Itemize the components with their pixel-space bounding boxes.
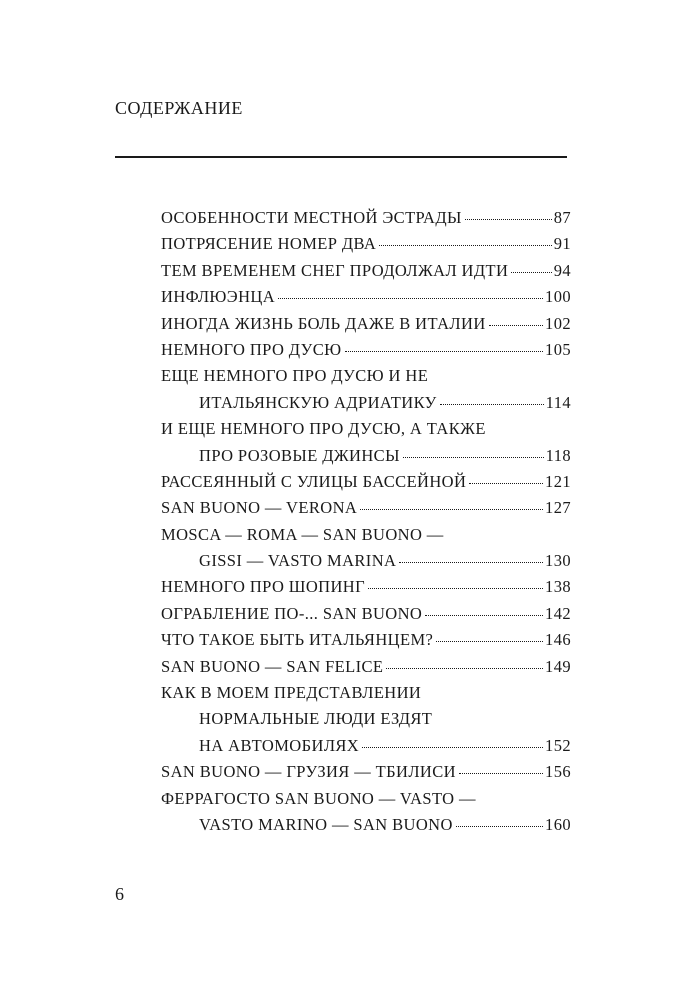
toc-dot-leader: [440, 404, 544, 405]
toc-entry-title: ЧТО ТАКОЕ БЫТЬ ИТАЛЬЯНЦЕМ?: [161, 630, 434, 650]
toc-dot-leader: [511, 272, 551, 273]
toc-entry-page: 127: [545, 498, 571, 518]
toc-entry-line: [161, 630, 571, 656]
toc-dot-leader: [386, 668, 543, 669]
toc-entry-page: 149: [545, 656, 571, 676]
toc-dot-leader: [425, 615, 543, 616]
toc-entry-page: 114: [545, 392, 571, 412]
toc-dot-leader: [459, 773, 543, 774]
toc-dot-leader: [456, 826, 543, 827]
toc-entry-title: ИНОГДА ЖИЗНЬ БОЛЬ ДАЖЕ В ИТАЛИИ: [161, 313, 486, 333]
toc-entry-title: ПОТРЯСЕНИЕ НОМЕР ДВА: [161, 234, 377, 254]
toc-entry-page: 130: [545, 551, 571, 571]
toc-entry-line: [161, 657, 571, 683]
toc-entry-page: 118: [545, 445, 571, 465]
toc-entry-title: ОГРАБЛЕНИЕ ПО-... SAN BUONO: [161, 603, 423, 623]
toc-entry-page: 152: [545, 735, 571, 755]
toc-entry-line: [161, 393, 571, 419]
toc-dot-leader: [278, 298, 543, 299]
table-of-contents: [161, 208, 571, 841]
toc-entry-page: 121: [545, 471, 571, 491]
toc-entry-page: 160: [545, 814, 571, 834]
toc-entry-title: ФЕРРАГОСТО SAN BUONO — VASTO —: [161, 788, 476, 808]
toc-dot-leader: [489, 325, 543, 326]
toc-entry-title: ПРО РОЗОВЫЕ ДЖИНСЫ: [199, 445, 400, 465]
toc-dot-leader: [368, 588, 543, 589]
toc-entry-line: [161, 577, 571, 603]
toc-entry-title: ТЕМ ВРЕМЕНЕМ СНЕГ ПРОДОЛЖАЛ ИДТИ: [161, 260, 509, 280]
toc-entry-title: GISSI — VASTO MARINA: [199, 551, 397, 571]
toc-entry-title: КАК В МОЕМ ПРЕДСТАВЛЕНИИ: [161, 683, 422, 703]
toc-entry-line: [161, 683, 571, 709]
toc-entry-page: 100: [545, 287, 571, 307]
toc-entry-title: НЕМНОГО ПРО ДУСЮ: [161, 339, 342, 359]
toc-dot-leader: [345, 351, 544, 352]
toc-entry-line: [161, 446, 571, 472]
toc-entry-line: [161, 472, 571, 498]
toc-entry-page: 142: [545, 603, 571, 623]
toc-entry-title: ИТАЛЬЯНСКУЮ АДРИАТИКУ: [199, 392, 437, 412]
toc-entry-title: И ЕЩЕ НЕМНОГО ПРО ДУСЮ, А ТАКЖЕ: [161, 419, 486, 439]
toc-entry-line: [161, 314, 571, 340]
toc-entry-title: ОСОБЕННОСТИ МЕСТНОЙ ЭСТРАДЫ: [161, 208, 462, 227]
toc-entry-page: 102: [545, 313, 571, 333]
toc-entry-line: [161, 234, 571, 260]
toc-entry-title: НЕМНОГО ПРО ШОПИНГ: [161, 577, 366, 597]
heading-divider: [115, 156, 567, 158]
toc-dot-leader: [399, 562, 543, 563]
toc-entry-page: 91: [553, 234, 571, 254]
toc-entry-title: SAN BUONO — VERONA: [161, 498, 358, 518]
toc-entry-line: [161, 340, 571, 366]
toc-entry-line: [161, 498, 571, 524]
toc-entry-line: [161, 261, 571, 287]
toc-dot-leader: [465, 219, 552, 220]
toc-entry-title: НОРМАЛЬНЫЕ ЛЮДИ ЕЗДЯТ: [199, 709, 433, 729]
contents-heading: СОДЕРЖАНИЕ: [115, 98, 243, 118]
toc-entry-page: 138: [545, 577, 571, 597]
toc-entry-line: [161, 815, 571, 841]
toc-entry-title: РАССЕЯННЫЙ С УЛИЦЫ БАССЕЙНОЙ: [161, 471, 467, 491]
toc-entry-line: [161, 789, 571, 815]
toc-dot-leader: [362, 747, 543, 748]
toc-entry-line: [161, 287, 571, 313]
toc-entry-page: 105: [545, 339, 571, 359]
toc-dot-leader: [469, 483, 543, 484]
toc-entry-page: 87: [553, 208, 571, 227]
toc-entry-title: ЕЩЕ НЕМНОГО ПРО ДУСЮ И НЕ: [161, 366, 429, 386]
toc-dot-leader: [403, 457, 544, 458]
toc-entry-line: [161, 366, 571, 392]
toc-entry-title: НА АВТОМОБИЛЯХ: [199, 735, 360, 755]
toc-entry-line: [161, 208, 571, 234]
toc-entry-line: [161, 709, 571, 735]
toc-entry-line: [161, 762, 571, 788]
toc-entry-title: SAN BUONO — SAN FELICE: [161, 656, 384, 676]
toc-entry-line: [161, 551, 571, 577]
toc-entry-page: 156: [545, 762, 571, 782]
toc-entry-title: MOSCA — ROMA — SAN BUONO —: [161, 524, 444, 544]
toc-dot-leader: [360, 509, 543, 510]
page-number: 6: [115, 884, 124, 904]
toc-entry-page: 146: [545, 630, 571, 650]
toc-entry-line: [161, 604, 571, 630]
toc-entry-line: [161, 736, 571, 762]
toc-entry-title: SAN BUONO — ГРУЗИЯ — ТБИЛИСИ: [161, 762, 456, 782]
toc-entry-line: [161, 525, 571, 551]
toc-entry-line: [161, 419, 571, 445]
toc-entry-title: ИНФЛЮЭНЦА: [161, 287, 276, 307]
toc-dot-leader: [436, 641, 543, 642]
toc-entry-title: VASTO MARINO — SAN BUONO: [199, 814, 453, 834]
toc-entry-page: 94: [553, 260, 571, 280]
toc-dot-leader: [379, 245, 551, 246]
